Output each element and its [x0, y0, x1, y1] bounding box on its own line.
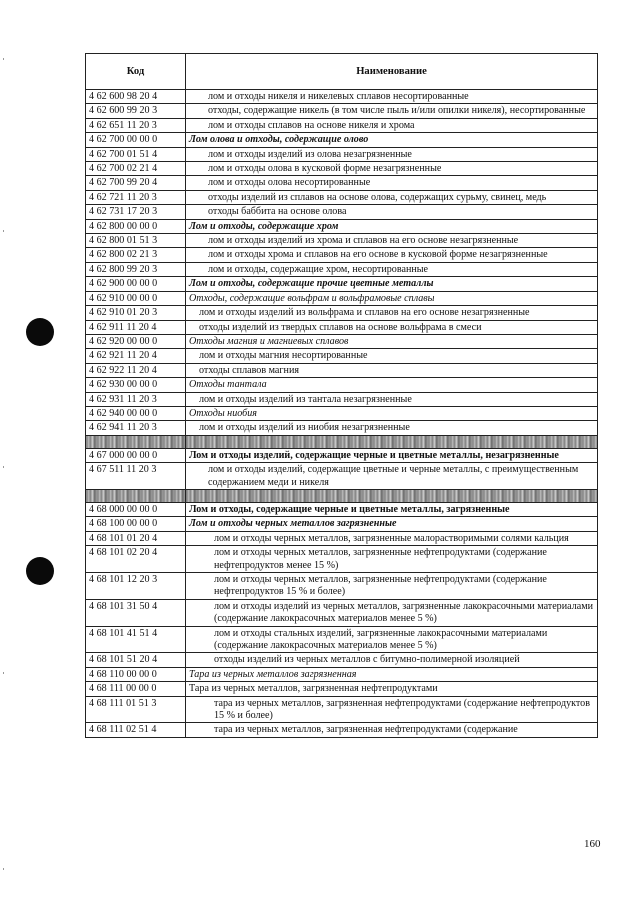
row-code: 4 62 930 00 00 0	[86, 378, 186, 392]
row-code: 4 62 910 00 00 0	[86, 291, 186, 305]
row-name: тара из черных металлов, загрязненная нефтепродуктами (содержание нефтепродуктов 15 % и более)	[186, 696, 598, 723]
table-row	[86, 334, 598, 348]
table-row	[86, 190, 598, 204]
row-name: лом и отходы никеля и никелевых сплавов несортированные	[186, 90, 598, 104]
row-code: 4 68 111 02 51 4	[86, 723, 186, 737]
table-row	[86, 363, 598, 377]
row-name: Лом и отходы изделий, содержащие черные и цветные металлы, незагрязненные	[186, 448, 598, 462]
table-row	[86, 90, 598, 104]
row-name: лом и отходы изделий из тантала незагрязненные	[186, 392, 598, 406]
table-row	[86, 682, 598, 696]
row-name: отходы изделий из черных металлов с битумно-полимерной изоляцией	[186, 653, 598, 667]
scan-edge-mark	[3, 672, 4, 674]
row-code: 4 62 700 02 21 4	[86, 162, 186, 176]
table-row	[86, 133, 598, 147]
row-name: Тара из черных металлов, загрязненная нефтепродуктами	[186, 682, 598, 696]
table-row	[86, 723, 598, 737]
row-code: 4 62 700 99 20 4	[86, 176, 186, 190]
row-code: 4 68 101 31 50 4	[86, 599, 186, 626]
row-code: 4 68 101 51 20 4	[86, 653, 186, 667]
row-code: 4 68 101 12 20 3	[86, 573, 186, 600]
row-code: 4 62 910 01 20 3	[86, 306, 186, 320]
row-name: отходы сплавов магния	[186, 363, 598, 377]
page-number: 160	[584, 838, 601, 850]
row-name: отходы изделий из сплавов на основе олова, содержащих сурьму, свинец, медь	[186, 190, 598, 204]
row-name: лом и отходы, содержащие хром, несортированные	[186, 262, 598, 276]
row-code: 4 68 101 41 51 4	[86, 626, 186, 653]
row-name: Лом и отходы черных металлов загрязненные	[186, 517, 598, 531]
row-name: лом и отходы изделий из ниобия незагрязненные	[186, 421, 598, 435]
table-row	[86, 667, 598, 681]
scan-edge-mark	[3, 58, 4, 60]
table-row	[86, 626, 598, 653]
row-name: лом и отходы магния несортированные	[186, 349, 598, 363]
table-row	[86, 531, 598, 545]
row-code: 4 62 940 00 00 0	[86, 406, 186, 420]
row-name: отходы баббита на основе олова	[186, 205, 598, 219]
table-row	[86, 118, 598, 132]
table-row	[86, 104, 598, 118]
table-row	[86, 320, 598, 334]
table-row	[86, 696, 598, 723]
row-code: 4 68 000 00 00 0	[86, 502, 186, 516]
table-row	[86, 421, 598, 435]
table-row	[86, 277, 598, 291]
table-row	[86, 248, 598, 262]
row-name: Отходы ниобия	[186, 406, 598, 420]
table-row	[86, 517, 598, 531]
row-code: 4 62 921 11 20 4	[86, 349, 186, 363]
row-name: Лом и отходы, содержащие прочие цветные металлы	[186, 277, 598, 291]
table-row	[86, 291, 598, 305]
waste-classification-table	[85, 53, 598, 738]
row-name: лом и отходы олова несортированные	[186, 176, 598, 190]
scan-edge-mark	[3, 466, 4, 468]
row-code: 4 68 111 01 51 3	[86, 696, 186, 723]
row-code: 4 62 800 00 00 0	[86, 219, 186, 233]
punch-hole-top	[26, 318, 54, 346]
table-row	[86, 205, 598, 219]
row-name: лом и отходы черных металлов, загрязненные нефтепродуктами (содержание нефтепродуктов менее 15 %)	[186, 546, 598, 573]
row-code: 4 62 800 01 51 3	[86, 234, 186, 248]
row-name: лом и отходы сплавов на основе никеля и хрома	[186, 118, 598, 132]
row-code: 4 62 700 00 00 0	[86, 133, 186, 147]
row-code: 4 62 941 11 20 3	[86, 421, 186, 435]
row-code: 4 68 111 00 00 0	[86, 682, 186, 696]
row-name: лом и отходы олова в кусковой форме незагрязненные	[186, 162, 598, 176]
row-name: Лом и отходы, содержащие черные и цветные металлы, загрязненные	[186, 502, 598, 516]
scan-edge-mark	[3, 230, 4, 232]
table-row	[86, 599, 598, 626]
table-row	[86, 546, 598, 573]
table-row	[86, 502, 598, 516]
row-code: 4 68 101 02 20 4	[86, 546, 186, 573]
row-code: 4 62 922 11 20 4	[86, 363, 186, 377]
row-name: лом и отходы стальных изделий, загрязненные лакокрасочными материалами (содержание лакокрасочных материалов менее 5 %)	[186, 626, 598, 653]
scan-edge-mark	[3, 868, 4, 870]
table-row	[86, 162, 598, 176]
row-name: Лом олова и отходы, содержащие олово	[186, 133, 598, 147]
table-row	[86, 219, 598, 233]
row-code: 4 62 900 00 00 0	[86, 277, 186, 291]
row-code: 4 62 911 11 20 4	[86, 320, 186, 334]
row-code: 4 62 800 99 20 3	[86, 262, 186, 276]
shaded-cell	[86, 435, 186, 448]
table-row	[86, 653, 598, 667]
row-code: 4 62 651 11 20 3	[86, 118, 186, 132]
row-code: 4 68 101 01 20 4	[86, 531, 186, 545]
table-row	[86, 406, 598, 420]
row-code: 4 62 731 17 20 3	[86, 205, 186, 219]
row-name: лом и отходы изделий из олова незагрязненные	[186, 147, 598, 161]
table-row	[86, 262, 598, 276]
row-name: Отходы тантала	[186, 378, 598, 392]
header-name: Наименование	[186, 54, 598, 90]
table-row	[86, 306, 598, 320]
row-code: 4 62 920 00 00 0	[86, 334, 186, 348]
row-name: отходы, содержащие никель (в том числе пыль и/или опилки никеля), несортированные	[186, 104, 598, 118]
row-code: 4 62 600 98 20 4	[86, 90, 186, 104]
row-name: лом и отходы изделий из хрома и сплавов на его основе незагрязненные	[186, 234, 598, 248]
row-code: 4 67 000 00 00 0	[86, 448, 186, 462]
row-code: 4 62 700 01 51 4	[86, 147, 186, 161]
row-name: лом и отходы изделий из черных металлов, загрязненные лакокрасочными материалами (содержание лакокрасочных материалов менее 5 %)	[186, 599, 598, 626]
punch-hole-bottom	[26, 557, 54, 585]
row-name: лом и отходы изделий из вольфрама и сплавов на его основе незагрязненные	[186, 306, 598, 320]
row-code: 4 62 721 11 20 3	[86, 190, 186, 204]
table-row	[86, 349, 598, 363]
row-name: лом и отходы черных металлов, загрязненные нефтепродуктами (содержание нефтепродуктов 15 % и более)	[186, 573, 598, 600]
row-code: 4 68 110 00 00 0	[86, 667, 186, 681]
table-row	[86, 176, 598, 190]
row-code: 4 62 800 02 21 3	[86, 248, 186, 262]
shaded-separator-row	[86, 435, 598, 448]
shaded-cell	[186, 435, 598, 448]
table-row	[86, 147, 598, 161]
shaded-cell	[86, 489, 186, 502]
row-name: тара из черных металлов, загрязненная нефтепродуктами (содержание	[186, 723, 598, 737]
header-code: Код	[86, 54, 186, 90]
table-row	[86, 392, 598, 406]
shaded-cell	[186, 489, 598, 502]
row-name: Тара из черных металлов загрязненная	[186, 667, 598, 681]
row-code: 4 62 600 99 20 3	[86, 104, 186, 118]
table-row	[86, 234, 598, 248]
table-row	[86, 378, 598, 392]
row-code: 4 62 931 11 20 3	[86, 392, 186, 406]
row-name: лом и отходы хрома и сплавов на его основе в кусковой форме незагрязненные	[186, 248, 598, 262]
row-name: Отходы магния и магниевых сплавов	[186, 334, 598, 348]
row-name: лом и отходы черных металлов, загрязненные малорастворимыми солями кальция	[186, 531, 598, 545]
table-row	[86, 573, 598, 600]
table-row	[86, 463, 598, 490]
shaded-separator-row	[86, 489, 598, 502]
row-code: 4 68 100 00 00 0	[86, 517, 186, 531]
row-name: отходы изделий из твердых сплавов на основе вольфрама в смеси	[186, 320, 598, 334]
table-row	[86, 448, 598, 462]
row-code: 4 67 511 11 20 3	[86, 463, 186, 490]
row-name: Лом и отходы, содержащие хром	[186, 219, 598, 233]
row-name: лом и отходы изделий, содержащие цветные и черные металлы, с преимущественным содержанием меди и никеля	[186, 463, 598, 490]
table-header-row	[86, 54, 598, 90]
row-name: Отходы, содержащие вольфрам и вольфрамовые сплавы	[186, 291, 598, 305]
